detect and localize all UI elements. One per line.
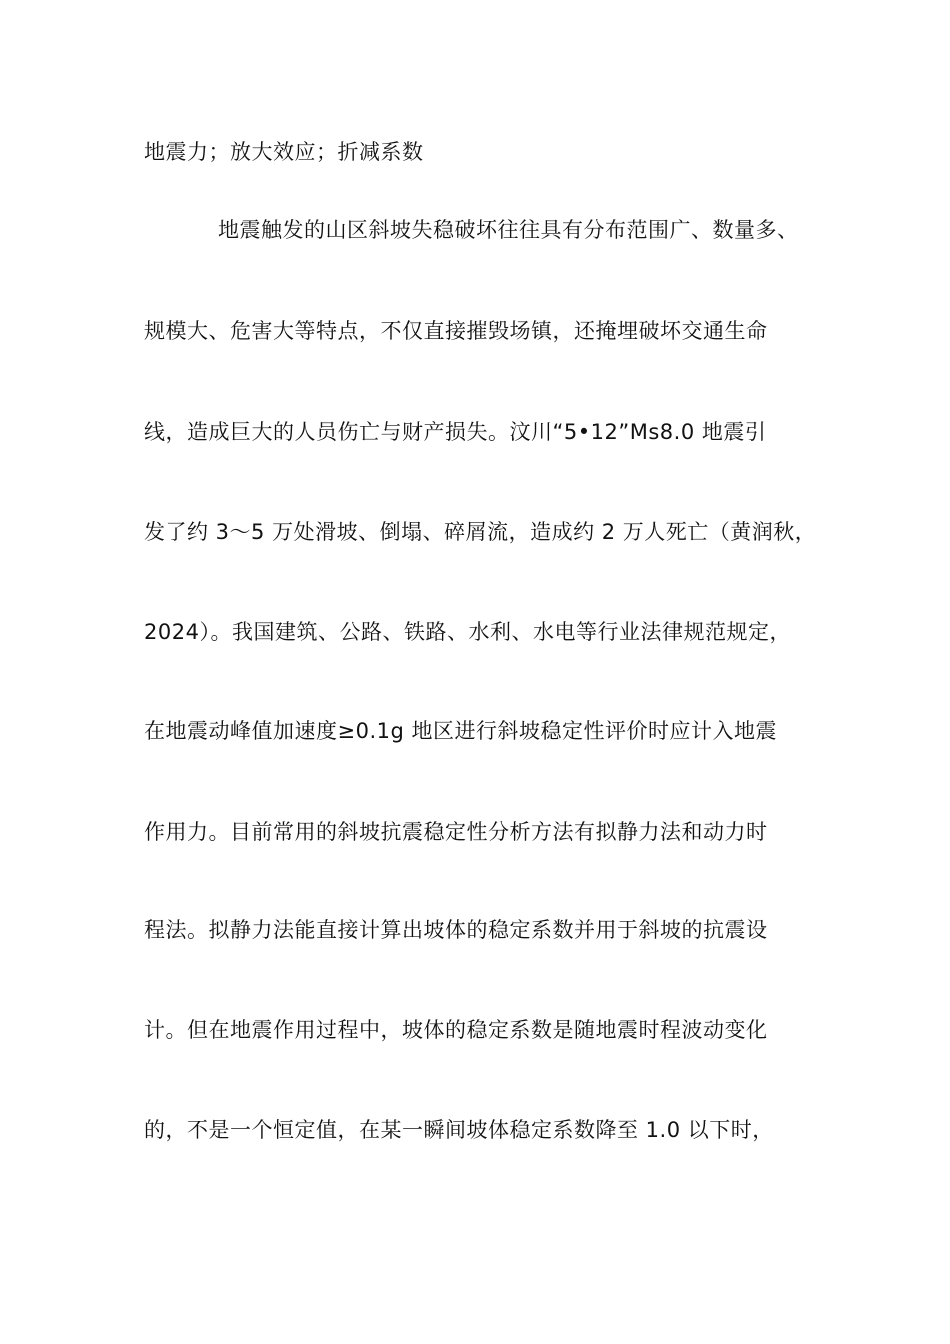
paragraph-line-3: 线，造成巨大的人员伤亡与财产损失。汶川“5•12”Ms8.0 地震引 [144,420,767,444]
paragraph-line-1: 地震触发的山区斜坡失稳破坏往往具有分布范围广、数量多、 [218,218,799,242]
paragraph-line-4: 发了约 3～5 万处滑坡、倒塌、碎屑流，造成约 2 万人死亡（黄润秋， [144,520,817,544]
paragraph-line-8: 程法。拟静力法能直接计算出坡体的稳定系数并用于斜坡的抗震设 [144,918,768,942]
paragraph-line-2: 规模大、危害大等特点，不仅直接摧毁场镇，还掩埋破坏交通生命 [144,319,768,343]
paragraph-line-6: 在地震动峰值加速度≥0.1g 地区进行斜坡稳定性评价时应计入地震 [144,719,777,743]
paragraph-line-7: 作用力。目前常用的斜坡抗震稳定性分析方法有拟静力法和动力时 [144,820,768,844]
paragraph-line-10: 的，不是一个恒定值，在某一瞬间坡体稳定系数降至 1.0 以下时， [144,1118,774,1142]
paragraph-line-5: 2024）。我国建筑、公路、铁路、水利、水电等行业法律规范规定， [144,620,791,644]
keywords-line: 地震力；放大效应；折减系数 [144,140,424,164]
paragraph-line-9: 计。但在地震作用过程中，坡体的稳定系数是随地震时程波动变化 [144,1018,768,1042]
